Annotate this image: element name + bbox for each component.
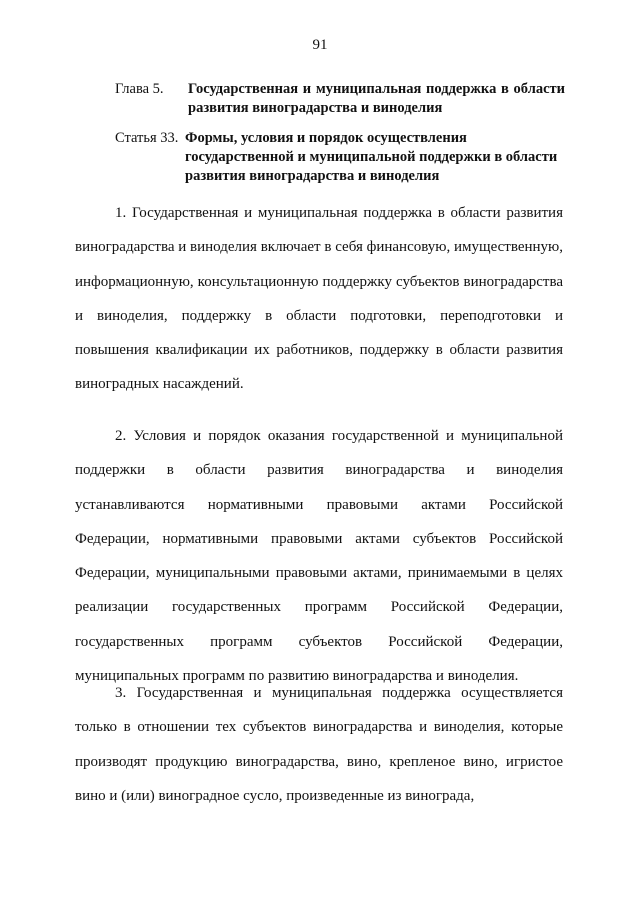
article-heading <box>115 129 565 186</box>
chapter-title: Государственная и муниципальная поддержка в области развития виноградарства и виноделия <box>188 81 565 116</box>
paragraph-1: 1. Государственная и муниципальная поддержка в области развития виноградарства и виноделия включает в себя финансовую, имущественную, информационную, консультационную поддержку субъектов виноградарства и виноделия, поддержку в области подготовки, переподготовки и повышения квалификации их работников, поддержку в области развития виноградных насаждений. <box>75 205 563 393</box>
chapter-heading <box>115 80 565 118</box>
paragraph-2: 2. Условия и порядок оказания государственной и муниципальной поддержки в области развития виноградарства и виноделия устанавливаются нормативными правовыми актами Российской Федерации, нормативными правовыми актами субъектов Российской Федерации, муниципальными правовыми актами, принимаемыми в целях реализации государственных программ Российской Федерации, государственных программ субъектов Российской Федерации, муниципальных программ по развитию виноградарства и виноделия. <box>75 428 563 685</box>
article-label: Статья 33. <box>115 130 179 146</box>
paragraph-3: 3. Государственная и муниципальная поддержка осуществляется только в отношении тех субъектов виноградарства и виноделия, которые производят продукцию виноградарства, вино, крепленое вино, игристое вино и (или) виноградное сусло, произведенные из винограда, <box>75 685 563 804</box>
chapter-label: Глава 5. <box>115 81 164 97</box>
article-title: Формы, условия и порядок осуществления государственной и муниципальной поддержки в области развития виноградарства и виноделия <box>185 130 558 184</box>
page-number: 91 <box>312 37 328 53</box>
